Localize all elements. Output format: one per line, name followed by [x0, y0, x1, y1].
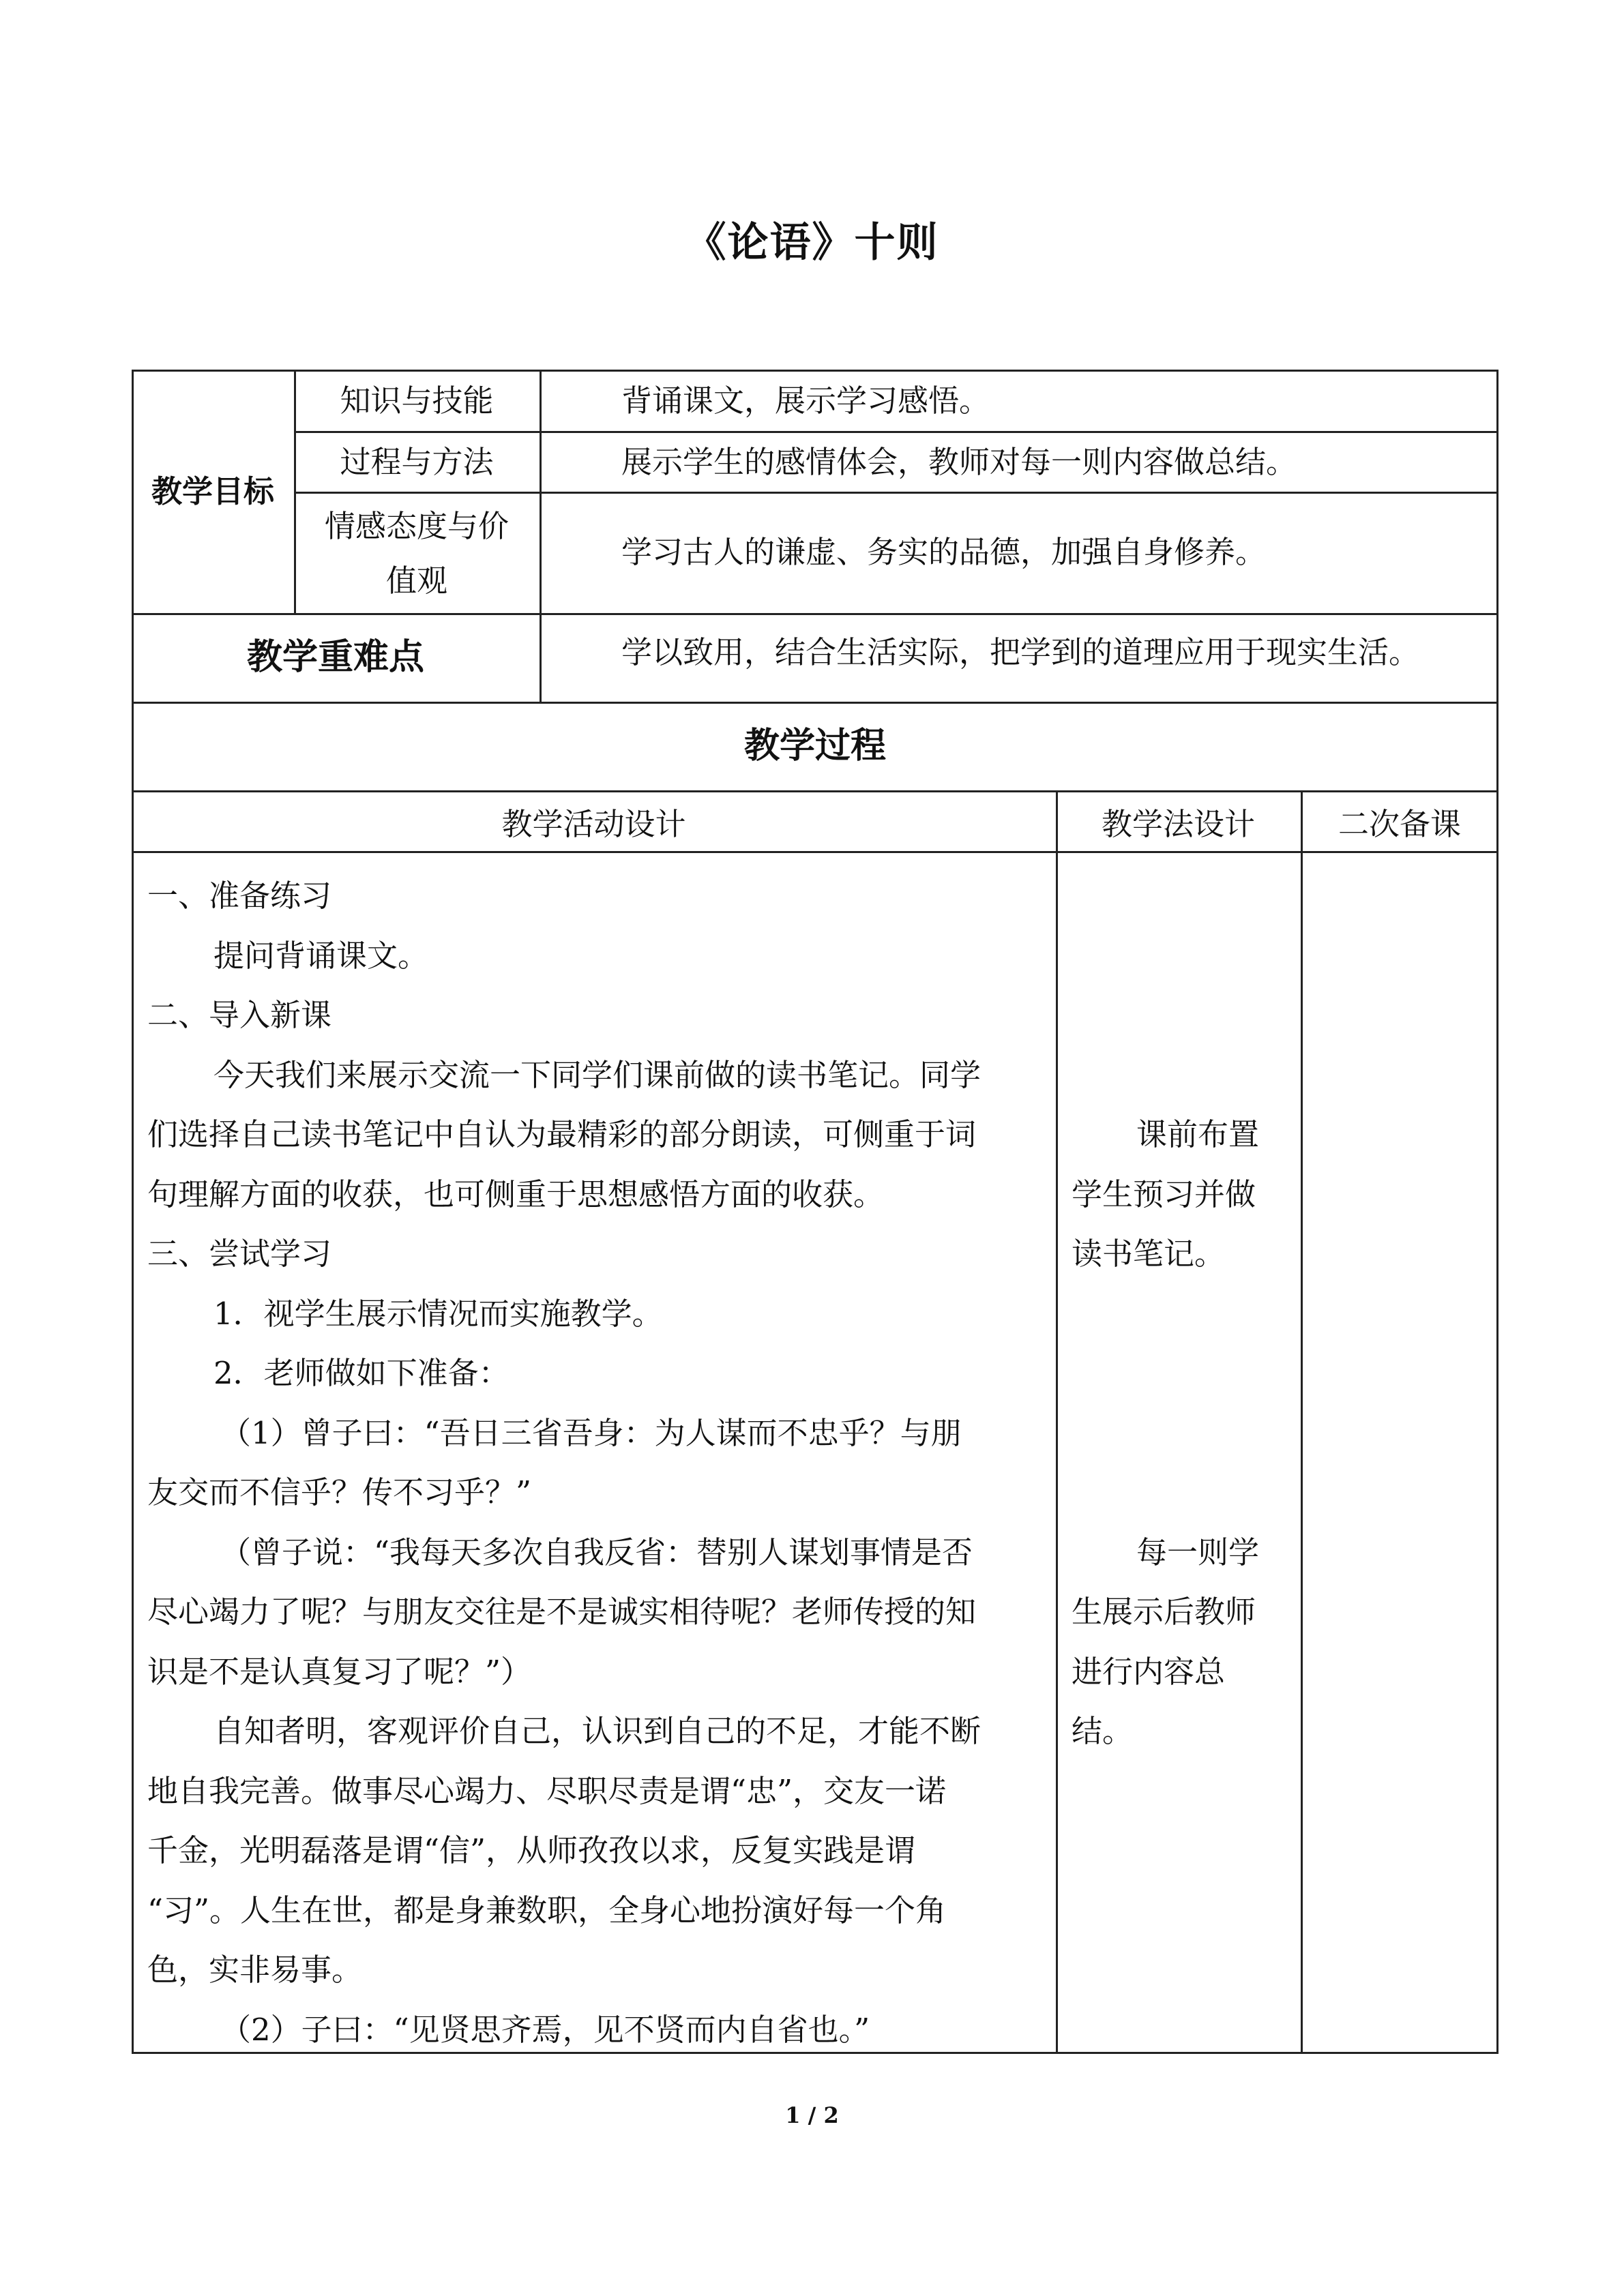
row-divider [132, 851, 1498, 853]
activity-line: 色，实非易事。 [147, 1952, 363, 1988]
lesson-plan-table [132, 370, 1498, 2054]
method-note-line: 课前布置 [1136, 1116, 1260, 1152]
activity-line: 尽心竭力了呢？与朋友交往是不是诚实相待呢？老师传授的知 [147, 1594, 977, 1630]
table-border-bottom [132, 2052, 1498, 2054]
objective-category-knowledge: 知识与技能 [340, 383, 494, 419]
activity-line: 1．视学生展示情况而实施教学。 [213, 1296, 663, 1332]
activity-line: 千金，光明磊落是谓“信”，从师孜孜以求，反复实践是谓 [147, 1832, 916, 1868]
activity-line: （曾子说：“我每天多次自我反省：替别人谋划事情是否 [220, 1534, 973, 1570]
secondary-prep-content [1303, 853, 1496, 2052]
method-note-line: 结。 [1072, 1713, 1134, 1749]
activity-line: 提问背诵课文。 [213, 938, 429, 974]
objective-category-attitude-line1: 情感态度与价 [324, 508, 509, 544]
header-activity-design: 教学活动设计 [501, 806, 686, 842]
objective-content-process: 展示学生的感情体会，教师对每一则内容做总结。 [621, 444, 1297, 480]
activity-line: 友交而不信乎？传不习乎？” [147, 1474, 532, 1510]
process-label: 教学过程 [743, 726, 886, 766]
header-secondary-prep: 二次备课 [1338, 806, 1461, 842]
objective-category-attitude-line2: 值观 [385, 563, 447, 599]
objective-content-attitude: 学习古人的谦虚、务实的品德，加强自身修养。 [621, 534, 1267, 570]
activity-line: 地自我完善。做事尽心竭力、尽职尽责是谓“忠”，交友一诺 [147, 1773, 947, 1809]
activity-line: （1）曾子曰：“吾日三省吾身：为人谋而不忠乎？与朋 [220, 1415, 962, 1451]
activity-line: 三、尝试学习 [147, 1236, 332, 1272]
activity-line: 二、导入新课 [147, 997, 332, 1033]
activity-line: 今天我们来展示交流一下同学们课前做的读书笔记。同学 [213, 1057, 981, 1093]
key-points-content: 学以致用，结合生活实际，把学到的道理应用于现实生活。 [621, 634, 1420, 670]
page-title: 《论语》十则 [685, 219, 939, 267]
objective-category-process: 过程与方法 [340, 444, 494, 480]
activity-line: 一、准备练习 [147, 878, 332, 914]
activity-line: （2）子曰：“见贤思齐焉，见不贤而内自省也。” [220, 2012, 870, 2048]
activity-line: 识是不是认真复习了呢？”） [147, 1654, 532, 1690]
objectives-label: 教学目标 [151, 473, 274, 509]
activity-line: 2．老师做如下准备： [213, 1355, 510, 1391]
activity-line: 们选择自己读书笔记中自认为最精彩的部分朗读，可侧重于词 [147, 1116, 977, 1152]
method-note-line: 学生预习并做 [1072, 1176, 1256, 1212]
activity-line: 句理解方面的收获，也可侧重于思想感悟方面的收获。 [147, 1176, 885, 1212]
activity-line: 自知者明，客观评价自己，认识到自己的不足，才能不断 [213, 1713, 981, 1749]
col-divider [1056, 790, 1058, 2052]
objective-content-knowledge: 背诵课文，展示学习感悟。 [621, 383, 990, 419]
method-note-line: 读书笔记。 [1072, 1236, 1226, 1272]
key-points-label: 教学重难点 [246, 637, 424, 678]
table-border-right [1496, 370, 1498, 2054]
col-divider [540, 370, 542, 702]
method-note-line: 进行内容总 [1072, 1654, 1226, 1690]
page-number: 1 / 2 [785, 2102, 839, 2128]
activity-line: “习”。人生在世，都是身兼数职，全身心地扮演好每一个角 [147, 1892, 947, 1928]
method-note-line: 每一则学 [1136, 1534, 1260, 1570]
header-method-design: 教学法设计 [1101, 806, 1255, 842]
method-note-line: 生展示后教师 [1072, 1594, 1256, 1630]
